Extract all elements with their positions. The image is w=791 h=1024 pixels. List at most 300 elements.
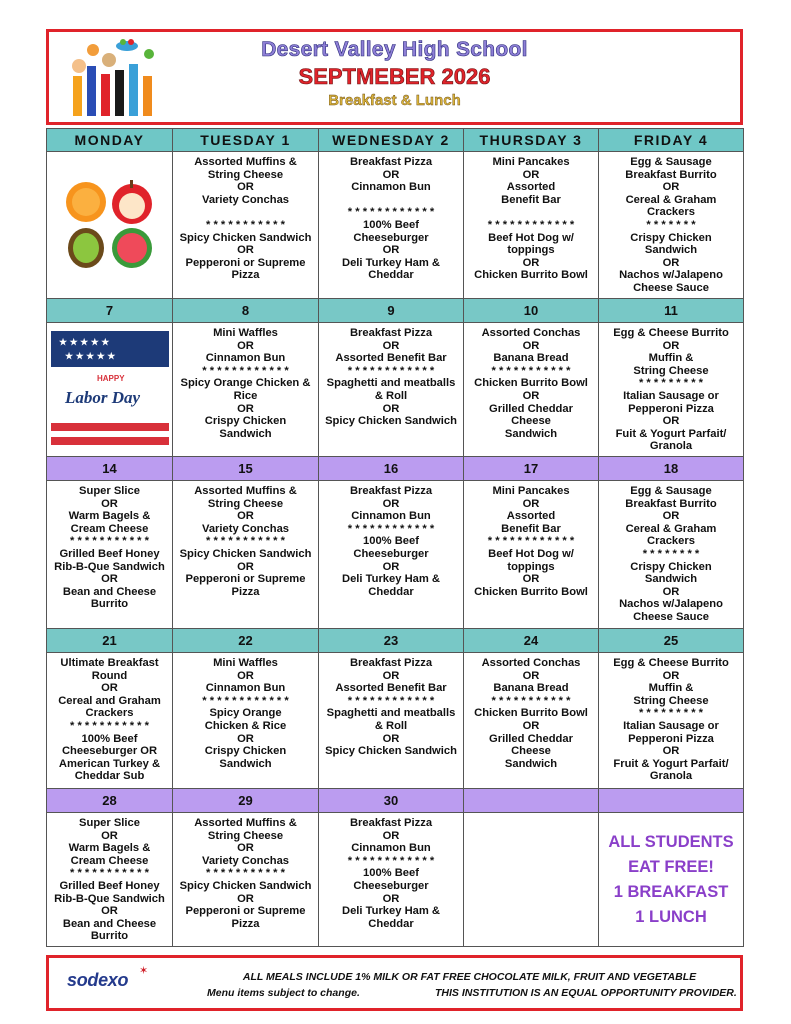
menu-line: * * * * * * * * * * * *	[487, 535, 575, 548]
day-header-monday: MONDAY	[47, 129, 173, 152]
menu-line: Egg & Sausage	[630, 156, 712, 168]
menu-line: Spicy Chicken Sandwich	[179, 231, 312, 244]
menu-cell	[464, 152, 599, 299]
menu-line: American Turkey &	[58, 757, 161, 770]
menu-line: OR	[382, 244, 400, 257]
menu-lines	[319, 156, 463, 282]
menu-line: OR	[382, 339, 400, 352]
menu-line: & Roll	[374, 389, 408, 402]
menu-line: Crackers	[85, 707, 134, 720]
menu-line: OR	[382, 829, 400, 842]
menu-line: OR	[382, 892, 400, 905]
menu-line: Sandwich	[644, 573, 698, 586]
menu-lines	[319, 657, 463, 758]
date-row	[47, 789, 744, 813]
menu-line: Round	[91, 669, 128, 682]
menu-line: Nachos w/Jalapeno	[619, 269, 723, 282]
menu-cell	[173, 323, 319, 457]
week-menu-row	[47, 323, 744, 457]
menu-cell	[599, 653, 744, 789]
labor-day-title: Labor Day	[64, 387, 140, 407]
menu-line: 100% Beef	[81, 732, 138, 745]
menu-line: OR	[101, 497, 118, 510]
menu-line: Sandwich	[504, 757, 558, 770]
menu-line: Mini Waffles	[213, 327, 278, 339]
menu-line: Cheeseburger	[353, 547, 429, 560]
menu-line: Muffin &	[648, 682, 694, 695]
menu-line: Grilled Beef Honey	[59, 547, 160, 560]
menu-line: Crispy Chicken	[630, 231, 712, 244]
menu-line: Banana Bread	[493, 682, 569, 695]
menu-cell	[319, 653, 464, 789]
menu-line: Italian Sausage or	[623, 719, 719, 732]
menu-line: Spicy Chicken Sandwich	[179, 547, 312, 560]
date-number: 16	[319, 457, 464, 481]
menu-line: Fuit & Yogurt Parfait/	[615, 427, 727, 440]
menu-cell	[47, 653, 173, 789]
menu-line: Cheeseburger	[353, 879, 429, 892]
menu-lines	[47, 485, 172, 611]
menu-line: Variety Conchas	[201, 854, 290, 867]
menu-line: Crackers	[647, 206, 695, 219]
date-number: 28	[47, 789, 173, 813]
menu-line: OR	[522, 168, 540, 181]
free-meals-line: 1 BREAKFAST	[613, 882, 729, 901]
menu-line: Pepperoni or Supreme	[185, 905, 306, 918]
menu-line: * * * * * * * * * * * *	[347, 854, 435, 867]
date-number: 25	[599, 629, 744, 653]
sodexo-logo: sodexo	[67, 970, 129, 990]
menu-line: * * * * * * *	[646, 218, 696, 231]
menu-calendar	[46, 128, 744, 947]
menu-lines	[599, 657, 743, 783]
date-number	[599, 789, 744, 813]
menu-line: OR	[382, 560, 400, 573]
date-number: 8	[173, 299, 319, 323]
menu-cell	[464, 813, 599, 947]
menu-line: Breakfast Pizza	[349, 327, 433, 339]
menu-line: Bean and Cheese	[62, 585, 157, 598]
menu-line: Rib-B-Que Sandwich	[54, 560, 165, 573]
free-meals-line: 1 LUNCH	[635, 907, 707, 926]
menu-line: Deli Turkey Ham &	[341, 905, 441, 918]
menu-line: Cream Cheese	[70, 522, 149, 535]
menu-cell	[173, 152, 319, 299]
menu-line: * * * * * * * * * * *	[70, 535, 149, 548]
menu-line: Spicy Chicken Sandwich	[325, 415, 457, 428]
menu-line: Chicken Burrito Bowl	[474, 377, 588, 390]
menu-cell	[173, 813, 319, 947]
menu-lines	[319, 485, 463, 598]
menu-line: Cheese Sauce	[633, 610, 709, 623]
date-number: 23	[319, 629, 464, 653]
menu-line: OR	[237, 510, 254, 523]
svg-text:★ ★ ★ ★ ★: ★ ★ ★ ★ ★	[64, 350, 115, 361]
menu-line: Deli Turkey Ham &	[341, 573, 441, 586]
menu-line	[464, 206, 598, 219]
menu-line: Chicken & Rice	[204, 719, 287, 732]
menu-line: Pizza	[231, 585, 260, 598]
menu-line: Pizza	[231, 269, 260, 282]
menu-lines	[319, 817, 463, 930]
menu-cell	[173, 653, 319, 789]
menu-line: Cheddar Sub	[74, 770, 145, 783]
menu-lines	[464, 485, 598, 598]
fruit-illustration-cell	[47, 152, 173, 299]
menu-line: OR	[662, 585, 680, 598]
menu-cell	[319, 152, 464, 299]
menu-line: String Cheese	[207, 829, 284, 842]
menu-line: Bean and Cheese	[62, 917, 157, 930]
date-number: 24	[464, 629, 599, 653]
menu-line: Egg & Cheese Burrito	[613, 327, 729, 339]
date-number: 17	[464, 457, 599, 481]
menu-line: OR	[522, 669, 540, 682]
menu-line: Pepperoni Pizza	[628, 402, 714, 415]
date-number: 15	[173, 457, 319, 481]
menu-line: OR	[237, 560, 254, 573]
free-meals-line: EAT FREE!	[628, 857, 714, 876]
menu-line: Assorted Muffins &	[194, 156, 297, 168]
menu-lines	[599, 485, 743, 624]
menu-line: OR	[382, 402, 400, 415]
menu-line: Pepperoni or Supreme	[185, 573, 306, 586]
menu-line: Super Slice	[79, 817, 140, 829]
menu-line: String Cheese	[207, 497, 284, 510]
menu-line: Italian Sausage or	[623, 389, 719, 402]
menu-line: Fruit & Yogurt Parfait/	[613, 757, 729, 770]
menu-line: Breakfast Pizza	[349, 817, 433, 829]
menu-line: Crispy Chicken	[204, 745, 287, 758]
menu-lines	[173, 817, 318, 930]
menu-line: Cinnamon Bun	[351, 842, 431, 855]
menu-line: Assorted Conchas	[481, 657, 581, 669]
week-menu-row	[47, 152, 744, 299]
menu-line: Granola	[649, 440, 693, 453]
menu-line: OR	[522, 389, 540, 402]
menu-line: OR	[382, 497, 400, 510]
menu-line: OR	[237, 402, 254, 415]
menu-line: 100% Beef	[363, 218, 419, 231]
menu-line: * * * * * * * * * * * *	[487, 218, 575, 231]
date-row	[47, 629, 744, 653]
menu-line: Beef Hot Dog w/	[488, 231, 574, 244]
menu-line: Cereal & Graham	[625, 193, 717, 206]
menu-line: * * * * * * * * * * *	[206, 867, 285, 880]
menu-line: OR	[101, 905, 118, 918]
menu-line: Chicken Burrito Bowl	[474, 585, 588, 598]
menu-line: OR	[237, 842, 254, 855]
menu-cell	[599, 481, 744, 629]
menu-line: toppings	[507, 244, 555, 257]
menu-line: OR	[662, 415, 680, 428]
menu-line: * * * * * * * * * * * *	[347, 522, 435, 535]
menu-line: Cheese	[511, 415, 551, 428]
menu-line: * * * * * * * * * * *	[206, 535, 285, 548]
menu-line: OR	[237, 669, 254, 682]
free-meals-notice	[599, 813, 744, 947]
menu-line: * * * * * * * * * * * *	[202, 694, 289, 707]
menu-line: OR	[382, 732, 400, 745]
menu-line: OR	[522, 719, 540, 732]
menu-line: Sandwich	[219, 757, 272, 770]
menu-lines	[173, 485, 318, 598]
menu-line: OR	[662, 745, 680, 758]
menu-line: Spicy Chicken Sandwich	[325, 745, 457, 758]
menu-line: 100% Beef	[363, 867, 419, 880]
menu-line: Cinnamon Bun	[351, 510, 431, 523]
day-header-friday: FRIDAY 4	[599, 129, 744, 152]
menu-line: Assorted Benefit Bar	[335, 682, 447, 695]
menu-line: Assorted Muffins &	[194, 485, 297, 497]
menu-line: Cheddar	[368, 917, 414, 930]
menu-line: * * * * * * * * *	[638, 707, 704, 720]
menu-line: Cream Cheese	[70, 854, 149, 867]
school-name: Desert Valley High School	[261, 38, 528, 61]
menu-line: Beef Hot Dog w/	[488, 547, 574, 560]
menu-line: OR	[662, 339, 680, 352]
menu-line: Cheeseburger	[353, 231, 429, 244]
menu-line: OR	[522, 339, 540, 352]
menu-line: Spicy Chicken Sandwich	[179, 879, 312, 892]
menu-line: Warm Bagels &	[68, 842, 151, 855]
menu-line: * * * * * * * * * * *	[491, 364, 571, 377]
menu-line: Chicken Burrito Bowl	[474, 707, 588, 720]
menu-line: OR	[662, 256, 680, 269]
menu-line: Chicken Burrito Bowl	[474, 269, 588, 282]
menu-line: * * * * * * * * *	[638, 377, 704, 390]
menu-line: Burrito	[90, 930, 129, 943]
menu-line: Sandwich	[219, 427, 272, 440]
menu-line: Cheddar	[368, 269, 414, 282]
menu-line: Pepperoni or Supreme	[185, 256, 306, 269]
menu-line: String Cheese	[207, 168, 284, 181]
menu-cell	[464, 323, 599, 457]
menu-line: OR	[662, 181, 680, 194]
menu-line: OR	[237, 339, 254, 352]
menu-line: Breakfast Burrito	[625, 168, 717, 181]
menu-cell	[319, 323, 464, 457]
menu-line: Nachos w/Jalapeno	[619, 598, 723, 611]
day-header-thursday: THURSDAY 3	[464, 129, 599, 152]
menu-line: OR	[522, 256, 540, 269]
menu-line: OR	[101, 682, 118, 695]
week-menu-row	[47, 813, 744, 947]
menu-line: Sandwich	[504, 427, 558, 440]
menu-line: Cinnamon Bun	[205, 352, 286, 365]
menu-line: Assorted Muffins &	[194, 817, 297, 829]
date-row	[47, 457, 744, 481]
menu-line: Rice	[233, 389, 258, 402]
menu-lines	[319, 327, 463, 428]
menu-line: Burrito	[90, 598, 129, 611]
menu-lines	[599, 327, 743, 453]
menu-line: Cheese	[511, 745, 551, 758]
menu-line: Grilled Cheddar	[489, 402, 573, 415]
menu-line: * * * * * * * * * * *	[491, 694, 571, 707]
menu-line: * * * * * * * * * * *	[206, 218, 285, 231]
menu-cell	[464, 653, 599, 789]
menu-lines	[173, 156, 318, 282]
menu-line: Breakfast Burrito	[625, 497, 717, 510]
footer-meal-note: ALL MEALS INCLUDE 1% MILK OR FAT FREE CHOCOLATE MILK, FRUIT AND VEGETABLE	[242, 971, 697, 983]
menu-line: * * * * * * * * * * *	[70, 719, 149, 732]
day-header-tuesday: TUESDAY 1	[173, 129, 319, 152]
menu-line: Warm Bagels &	[68, 510, 151, 523]
menu-line: Pepperoni Pizza	[628, 732, 714, 745]
menu-line: OR	[522, 573, 540, 586]
menu-cell	[319, 481, 464, 629]
menu-cell	[47, 481, 173, 629]
menu-cell	[47, 813, 173, 947]
menu-line: * * * * * * * * * * *	[70, 867, 149, 880]
menu-line: Benefit Bar	[501, 522, 561, 535]
date-number: 9	[319, 299, 464, 323]
menu-line: Mini Waffles	[213, 657, 278, 669]
menu-line: Cereal and Graham	[58, 694, 161, 707]
menu-line: Banana Bread	[493, 352, 569, 365]
menu-line: Crispy Chicken	[204, 415, 287, 428]
labor-day-happy: HAPPY	[96, 373, 125, 383]
menu-line: Deli Turkey Ham &	[341, 256, 441, 269]
menu-lines	[47, 817, 172, 943]
menu-cell	[464, 481, 599, 629]
menu-line: Egg & Sausage	[630, 485, 712, 497]
menu-line: Spicy Orange	[209, 707, 282, 720]
menu-cell	[599, 152, 744, 299]
menu-lines	[173, 327, 318, 440]
menu-lines	[464, 156, 598, 282]
week-menu-row	[47, 653, 744, 789]
menu-line: OR	[101, 573, 118, 586]
menu-line: OR	[662, 510, 680, 523]
menu-line: OR	[522, 497, 540, 510]
menu-line: Super Slice	[79, 485, 140, 497]
sodexo-star-icon: ✶	[139, 965, 149, 977]
menu-line: Muffin &	[648, 352, 694, 365]
date-number: 14	[47, 457, 173, 481]
menu-line: Assorted	[506, 181, 556, 194]
menu-line: * * * * * * * * * * * *	[202, 364, 289, 377]
menu-line: Benefit Bar	[501, 193, 561, 206]
menu-line: Rib-B-Que Sandwich	[54, 892, 165, 905]
day-header-wednesday: WEDNESDAY 2	[319, 129, 464, 152]
menu-lines	[47, 657, 172, 783]
menu-line: Variety Conchas	[201, 193, 290, 206]
menu-line: Spaghetti and meatballs	[326, 377, 456, 390]
menu-line: Spicy Orange Chicken &	[180, 377, 311, 390]
labor-day-flag-graphic	[51, 331, 169, 449]
menu-line: Cheddar	[368, 585, 414, 598]
menu-line	[319, 194, 463, 207]
menu-line: Cereal & Graham	[625, 522, 717, 535]
footer-equal-opportunity: THIS INSTITUTION IS AN EQUAL OPPORTUNITY PROVIDER.	[435, 987, 737, 999]
menu-line: Ultimate Breakfast	[60, 657, 159, 669]
menu-line: Breakfast Pizza	[349, 485, 433, 497]
menu-subtitle: Breakfast & Lunch	[328, 92, 461, 109]
date-number: 22	[173, 629, 319, 653]
menu-line: OR	[101, 829, 118, 842]
menu-line: OR	[237, 181, 254, 194]
menu-line: & Roll	[374, 719, 408, 732]
footer-change-note: Menu items subject to change.	[207, 987, 360, 999]
date-number: 30	[319, 789, 464, 813]
free-meals-line: ALL STUDENTS	[608, 832, 734, 851]
menu-line: Variety Conchas	[201, 522, 290, 535]
menu-line: Assorted	[506, 510, 556, 523]
menu-line: Mini Pancakes	[492, 485, 570, 497]
week-menu-row	[47, 481, 744, 629]
menu-line: Assorted Benefit Bar	[335, 352, 447, 365]
menu-line: OR	[237, 732, 254, 745]
fruit-icon	[60, 178, 160, 272]
menu-line: String Cheese	[633, 364, 709, 377]
menu-line: Grilled Beef Honey	[59, 879, 160, 892]
footer-box	[46, 955, 743, 1011]
menu-line: Cinnamon Bun	[205, 682, 286, 695]
menu-line: * * * * * * * * * * * *	[347, 206, 435, 219]
date-number: 21	[47, 629, 173, 653]
date-number	[464, 789, 599, 813]
date-row	[47, 299, 744, 323]
date-number: 29	[173, 789, 319, 813]
menu-line: String Cheese	[633, 694, 709, 707]
menu-line: Mini Pancakes	[492, 156, 570, 168]
svg-text:★ ★ ★ ★ ★: ★ ★ ★ ★ ★	[58, 336, 109, 347]
menu-line: * * * * * * * *	[642, 547, 700, 560]
menu-line: Cinnamon Bun	[351, 181, 431, 194]
menu-line: Egg & Cheese Burrito	[613, 657, 729, 669]
menu-month: SEPTMEBER 2026	[298, 64, 491, 89]
menu-line: Breakfast Pizza	[349, 657, 433, 669]
menu-line	[173, 206, 318, 219]
menu-line: Cheese Sauce	[633, 281, 709, 294]
menu-line: OR	[662, 669, 680, 682]
menu-line: Granola	[649, 770, 693, 783]
date-number: 18	[599, 457, 744, 481]
menu-line: OR	[237, 892, 254, 905]
weekday-header-row	[47, 129, 744, 152]
menu-line: Breakfast Pizza	[349, 156, 433, 168]
menu-line: Cheeseburger OR	[61, 745, 158, 758]
menu-line: Assorted Conchas	[481, 327, 581, 339]
menu-line: 100% Beef	[363, 535, 419, 548]
menu-lines	[464, 327, 598, 440]
date-number: 10	[464, 299, 599, 323]
menu-lines	[599, 156, 743, 295]
menu-line: OR	[382, 669, 400, 682]
menu-line: Pizza	[231, 917, 260, 930]
menu-cell	[599, 323, 744, 457]
menu-line: * * * * * * * * * * * *	[347, 364, 435, 377]
menu-lines	[464, 657, 598, 770]
menu-line: Grilled Cheddar	[489, 732, 573, 745]
menu-line: Crispy Chicken	[630, 560, 712, 573]
header-box	[46, 29, 743, 125]
date-number: 7	[47, 299, 173, 323]
menu-line: OR	[237, 244, 254, 257]
menu-line: Spaghetti and meatballs	[326, 707, 456, 720]
menu-lines	[173, 657, 318, 770]
menu-line: OR	[382, 168, 400, 181]
menu-line: toppings	[507, 560, 555, 573]
menu-line: Crackers	[647, 535, 695, 548]
menu-line: * * * * * * * * * * * *	[347, 694, 435, 707]
labor-day-cell	[47, 323, 173, 457]
menu-cell	[319, 813, 464, 947]
menu-cell	[173, 481, 319, 629]
date-number: 11	[599, 299, 744, 323]
